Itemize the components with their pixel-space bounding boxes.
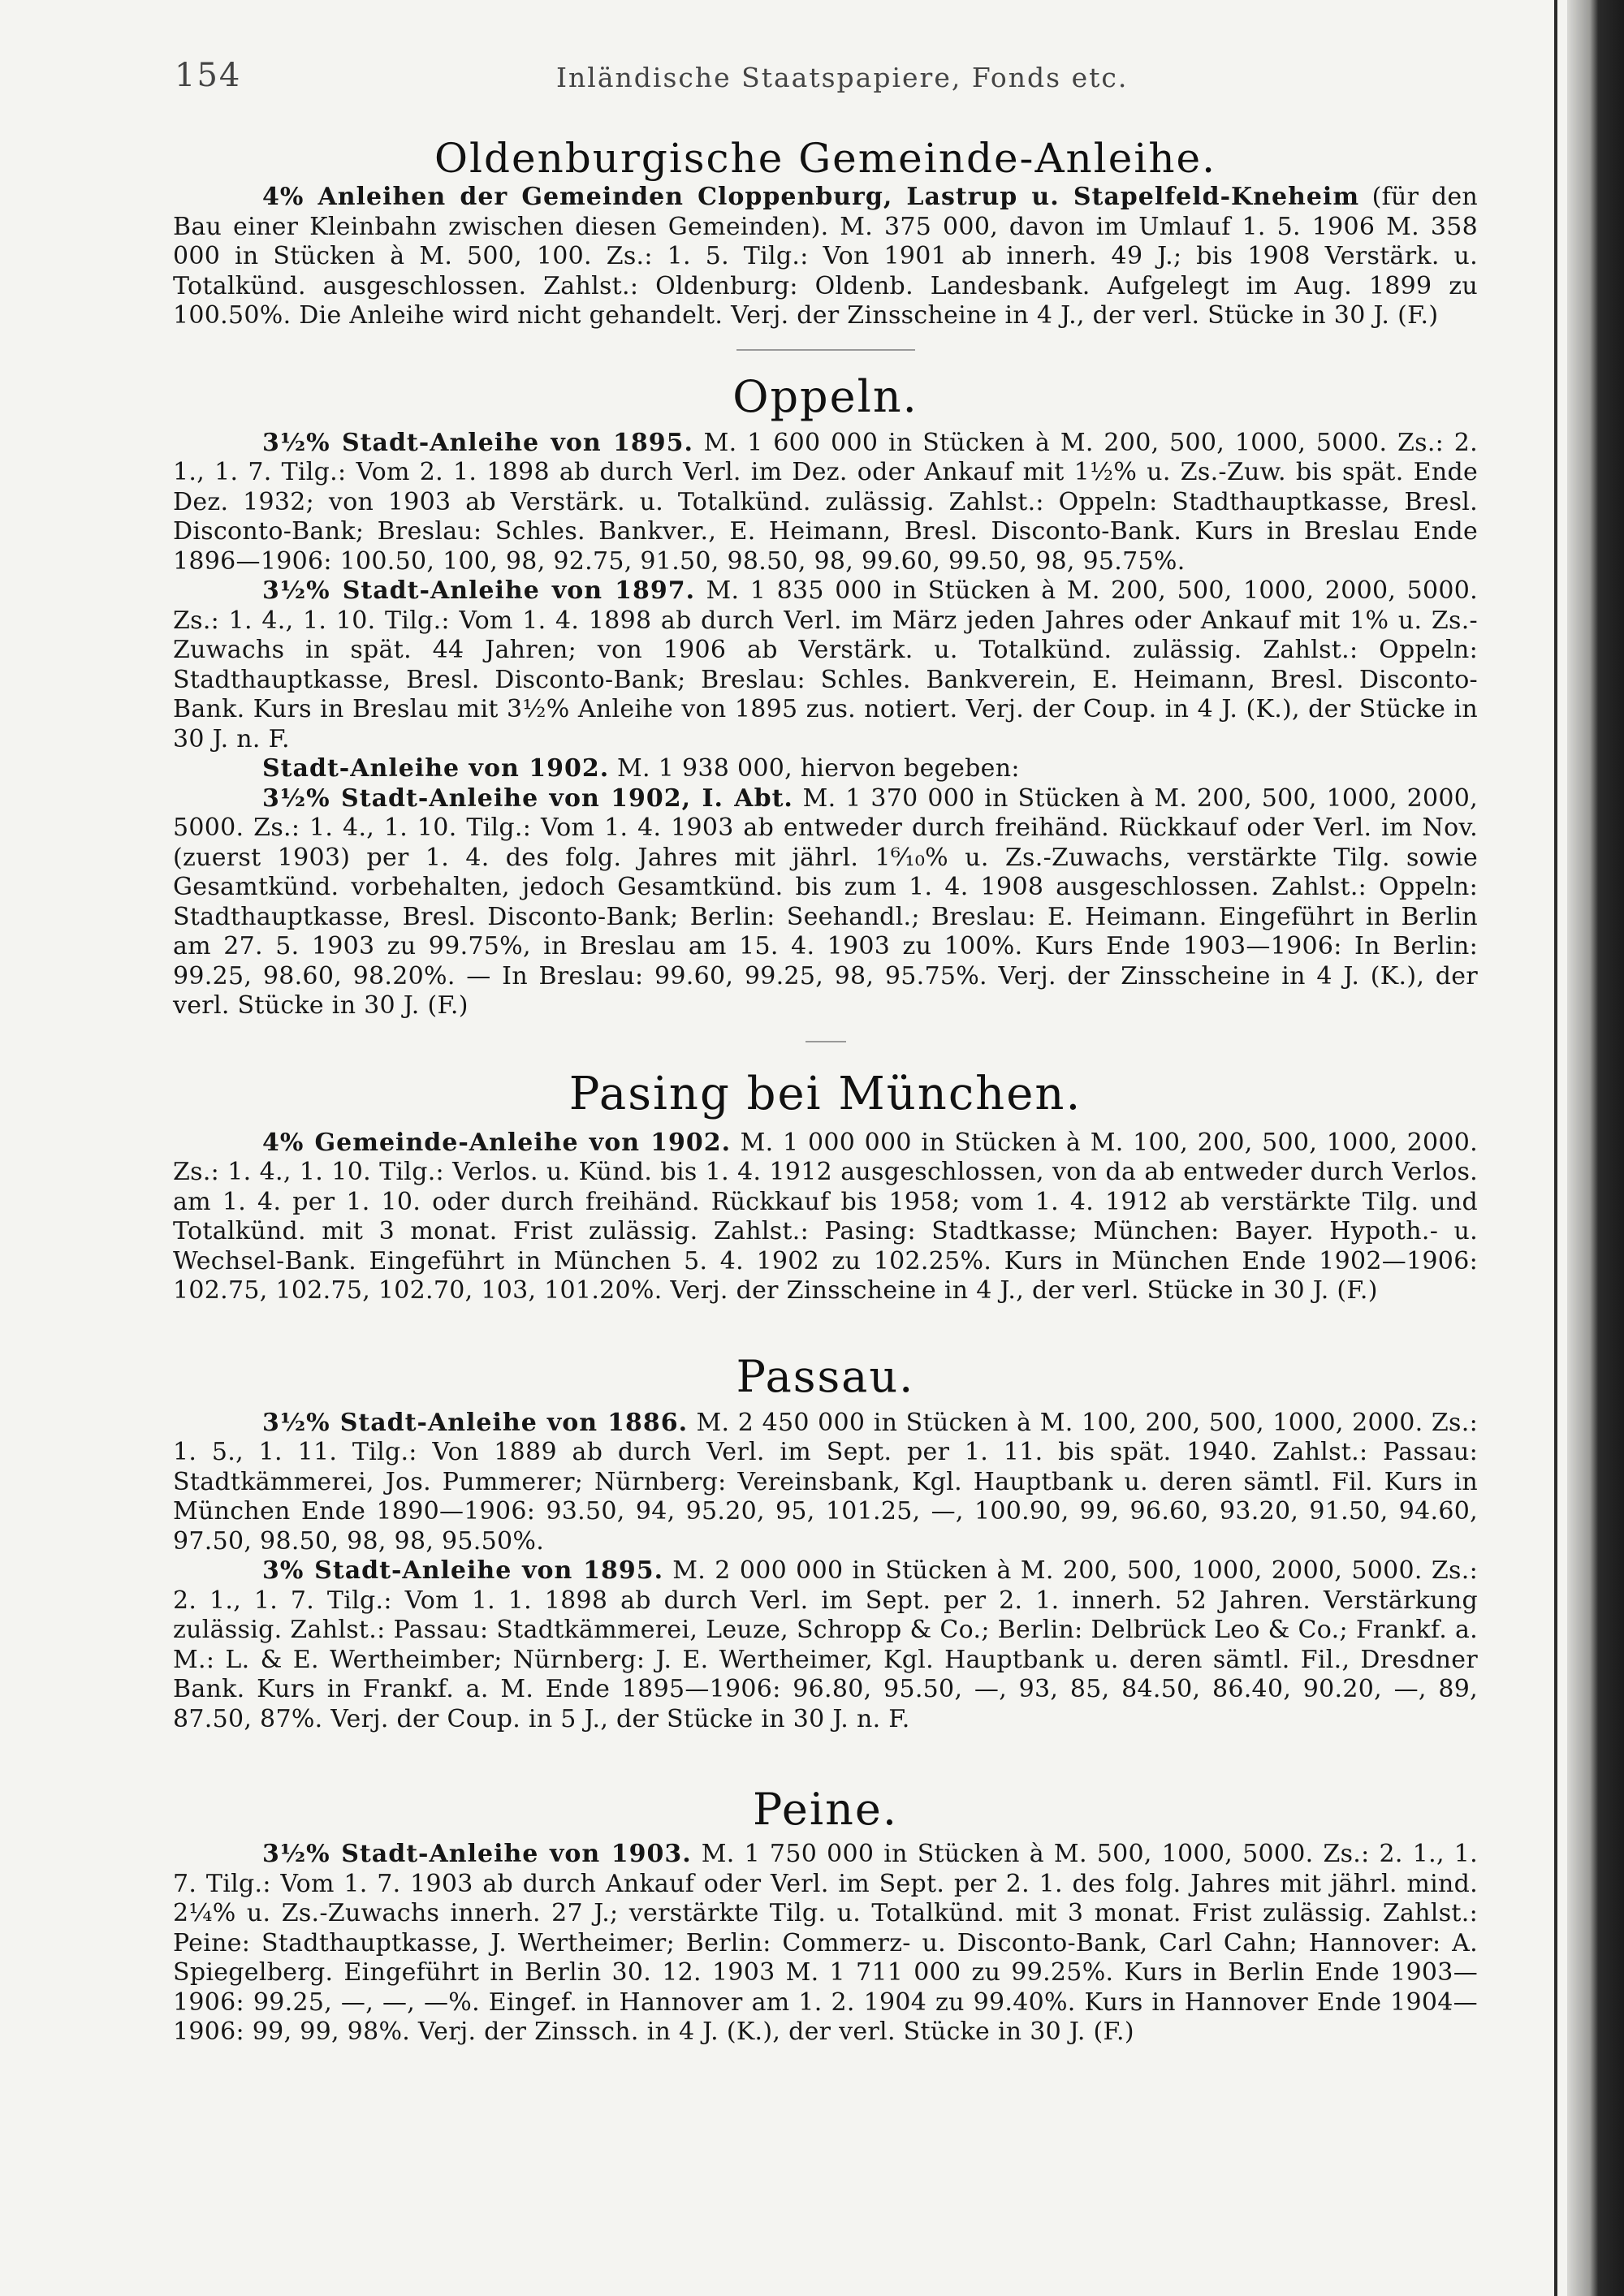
entry-passau-1895	[173, 1556, 1478, 1734]
entry-text: (für den Bau einer Kleinbahn zwischen diesen Gemeinden). M. 375 000, davon im Umlauf 1. 5. 1906 M. 358 000 in Stücken à M. 500, 100. Zs.: 1. 5. Tilg.: Von 1901 ab innerh. 49 J.; bis 1908 Verstärk. u. Totalkünd. ausgeschlossen. Zahlst.: Oldenburg: Oldenb. Landesbank. Aufgelegt im Aug. 1899 zu 100.50%. Die Anleihe wird nicht gehandelt. Verj. der Zinsscheine in 4 J., der verl. Stücke in 30 J. (F.)	[173, 183, 1478, 330]
entry-heading: 4% Anleihen der Gemeinden Cloppenburg, Lastrup u. Stapelfeld-Kneheim	[262, 183, 1360, 211]
entry-peine-1903	[173, 1840, 1478, 2048]
entry-oppeln-1895	[173, 429, 1478, 577]
entry-heading: Stadt-Anleihe von 1902.	[262, 754, 610, 783]
entry-heading: 4% Gemeinde-Anleihe von 1902.	[262, 1128, 732, 1157]
entry-text: M. 1 000 000 in Stücken à M. 100, 200, 500, 1000, 2000. Zs.: 1. 4., 1. 10. Tilg.: Verlos. u. Künd. bis 1. 4. 1912 ausgeschlossen, von da ab entweder durch Verlos. am 1. 4. per 1. 10. oder durch freihänd. Rückkauf bis 1958; vom 1. 4. 1912 ab verstärkte Tilg. und Totalkünd. mit 3 monat. Frist zulässig. Zahlst.: Pasing: Stadtkasse; München: Bayer. Hypoth.- u. Wechsel-Bank. Eingeführt in München 5. 4. 1902 zu 102.25%. Kurs in München Ende 1902—1906: 102.75, 102.75, 102.70, 103, 101.20%. Verj. der Zinsscheine in 4 J., der verl. Stücke in 30 J. (F.)	[173, 1128, 1478, 1305]
page-binding-edge	[1567, 0, 1624, 2296]
entry-passau-1886	[173, 1409, 1478, 1557]
entry-pasing-1902	[173, 1129, 1478, 1306]
section-title-passau: Passau.	[736, 1350, 915, 1402]
page-number: 154	[175, 57, 242, 94]
section-title-oldenburg: Oldenburgische Gemeinde-Anleihe.	[434, 135, 1217, 182]
entry-heading: 3½% Stadt-Anleihe von 1895.	[262, 428, 693, 457]
entry-heading: 3½% Stadt-Anleihe von 1902, I. Abt.	[262, 783, 793, 813]
entry-text: M. 1 938 000, hiervon begeben:	[609, 754, 1020, 783]
section-title-pasing: Pasing bei München.	[568, 1067, 1082, 1120]
section-divider	[736, 349, 915, 351]
page-edge-line	[1554, 0, 1557, 2296]
entry-heading: 3½% Stadt-Anleihe von 1897.	[262, 576, 696, 605]
entry-text: M. 1 750 000 in Stücken à M. 500, 1000, 5000. Zs.: 2. 1., 1. 7. Tilg.: Vom 1. 7. 1903 ab durch Ankauf oder Verl. im Sept. per 2. 1. des folg. Jahres mit jährl. mind. 2¼% u. Zs.-Zuwachs innerh. 27 J.; verstärkte Tilg. u. Totalkünd. mit 3 monat. Frist zulässig. Zahlst.: Peine: Stadthauptkasse, J. Wertheimer; Berlin: Commerz- u. Disconto-Bank, Carl Cahn; Hannover: A. Spiegelberg. Eingeführt in Berlin 30. 12. 1903 M. 1 711 000 zu 99.25%. Kurs in Berlin Ende 1903—1906: 99.25, —, —, —%. Eingef. in Hannover am 1. 2. 1904 zu 99.40%. Kurs in Hannover Ende 1904—1906: 99, 99, 98%. Verj. der Zinssch. in 4 J. (K.), der verl. Stücke in 30 J. (F.)	[173, 1840, 1478, 2046]
entry-oppeln-1897	[173, 576, 1478, 754]
section-title-oppeln: Oppeln.	[732, 370, 918, 422]
entry-text: M. 1 835 000 in Stücken à M. 200, 500, 1000, 2000, 5000. Zs.: 1. 4., 1. 10. Tilg.: Vom 1. 4. 1898 ab durch Verl. im März jeden Jahres oder Ankauf mit 1% u. Zs.-Zuwachs in spät. 44 Jahren; von 1906 ab Verstärk. u. Totalkünd. zulässig. Zahlst.: Oppeln: Stadthauptkasse, Bresl. Disconto-Bank; Breslau: Schles. Bankverein, E. Heimann, Bresl. Disconto-Bank. Kurs in Breslau mit 3½% Anleihe von 1895 zus. notiert. Verj. der Coup. in 4 J. (K.), der Stücke in 30 J. n. F.	[173, 576, 1479, 753]
entry-oppeln-1902-abt-1	[173, 784, 1478, 1021]
section-divider	[806, 1041, 846, 1042]
section-title-peine: Peine.	[752, 1784, 899, 1835]
entry-heading: 3½% Stadt-Anleihe von 1886.	[262, 1408, 689, 1437]
entry-oldenburg-cloppenburg	[173, 183, 1478, 331]
page-content	[173, 134, 1478, 2048]
entry-text: M. 2 000 000 in Stücken à M. 200, 500, 1000, 2000, 5000. Zs.: 2. 1., 1. 7. Tilg.: Vom 1. 1. 1898 ab durch Verl. im Sept. per 2. 1. innerh. 52 Jahren. Verstärkung zulässig. Zahlst.: Passau: Stadtkämmerei, Leuze, Schropp & Co.; Berlin: Delbrück Leo & Co.; Frankf. a. M.: L. & E. Wertheimber; Nürnberg: J. E. Wertheimer, Kgl. Hauptbank u. deren sämtl. Fil., Dresdner Bank. Kurs in Frankf. a. M. Ende 1895—1906: 96.80, 95.50, —, 93, 85, 84.50, 86.40, 90.20, —, 89, 87.50, 87%. Verj. der Coup. in 5 J., der Stücke in 30 J. n. F.	[173, 1556, 1478, 1733]
running-title: Inländische Staatspapiere, Fonds etc.	[556, 62, 1129, 93]
entry-text: M. 2 450 000 in Stücken à M. 100, 200, 500, 1000, 2000. Zs.: 1. 5., 1. 11. Tilg.: Von 1889 ab durch Verl. im Sept. per 1. 11. bis spät. 1940. Zahlst.: Passau: Stadtkämmerei, Jos. Pummerer; Nürnberg: Vereinsbank, Kgl. Hauptbank u. deren sämtl. Fil. Kurs in München Ende 1890—1906: 93.50, 94, 95.20, 95, 101.25, —, 100.90, 99, 96.60, 93.20, 91.50, 94.60, 97.50, 98.50, 98, 98, 95.50%.	[173, 1408, 1478, 1556]
page-header	[175, 57, 1474, 97]
entry-oppeln-1902	[173, 754, 1478, 784]
entry-heading: 3% Stadt-Anleihe von 1895.	[262, 1556, 664, 1585]
entry-heading: 3½% Stadt-Anleihe von 1903.	[262, 1840, 692, 1868]
entry-text: M. 1 370 000 in Stücken à M. 200, 500, 1000, 2000, 5000. Zs.: 1. 4., 1. 10. Tilg.: Vom 1. 4. 1903 ab entweder durch freihänd. Rückkauf oder Verl. im Nov. (zuerst 1903) per 1. 4. des folg. Jahres mit jährl. 1⁶⁄₁₀% u. Zs.-Zuwachs, verstärkte Tilg. sowie Gesamtkünd. vorbehalten, jedoch Gesamtkünd. bis zum 1. 4. 1908 ausgeschlossen. Zahlst.: Oppeln: Stadthauptkasse, Bresl. Disconto-Bank; Berlin: Seehandl.; Breslau: E. Heimann. Eingeführt in Berlin am 27. 5. 1903 zu 99.75%, in Breslau am 15. 4. 1903 zu 100%. Kurs Ende 1903—1906: In Berlin: 99.25, 98.60, 98.20%. — In Breslau: 99.60, 99.25, 98, 95.75%. Verj. der Zinsscheine in 4 J. (K.), der verl. Stücke in 30 J. (F.)	[173, 783, 1479, 1020]
entry-text: M. 1 600 000 in Stücken à M. 200, 500, 1000, 5000. Zs.: 2. 1., 1. 7. Tilg.: Vom 2. 1. 1898 ab durch Verl. im Dez. oder Ankauf mit 1½% u. Zs.-Zuw. bis spät. Ende Dez. 1932; von 1903 ab Verstärk. u. Totalkünd. zulässig. Zahlst.: Oppeln: Stadthauptkasse, Bresl. Disconto-Bank; Breslau: Schles. Bankver., E. Heimann, Bresl. Disconto-Bank. Kurs in Breslau Ende 1896—1906: 100.50, 100, 98, 92.75, 91.50, 98.50, 98, 99.60, 99.50, 98, 95.75%.	[173, 428, 1478, 576]
